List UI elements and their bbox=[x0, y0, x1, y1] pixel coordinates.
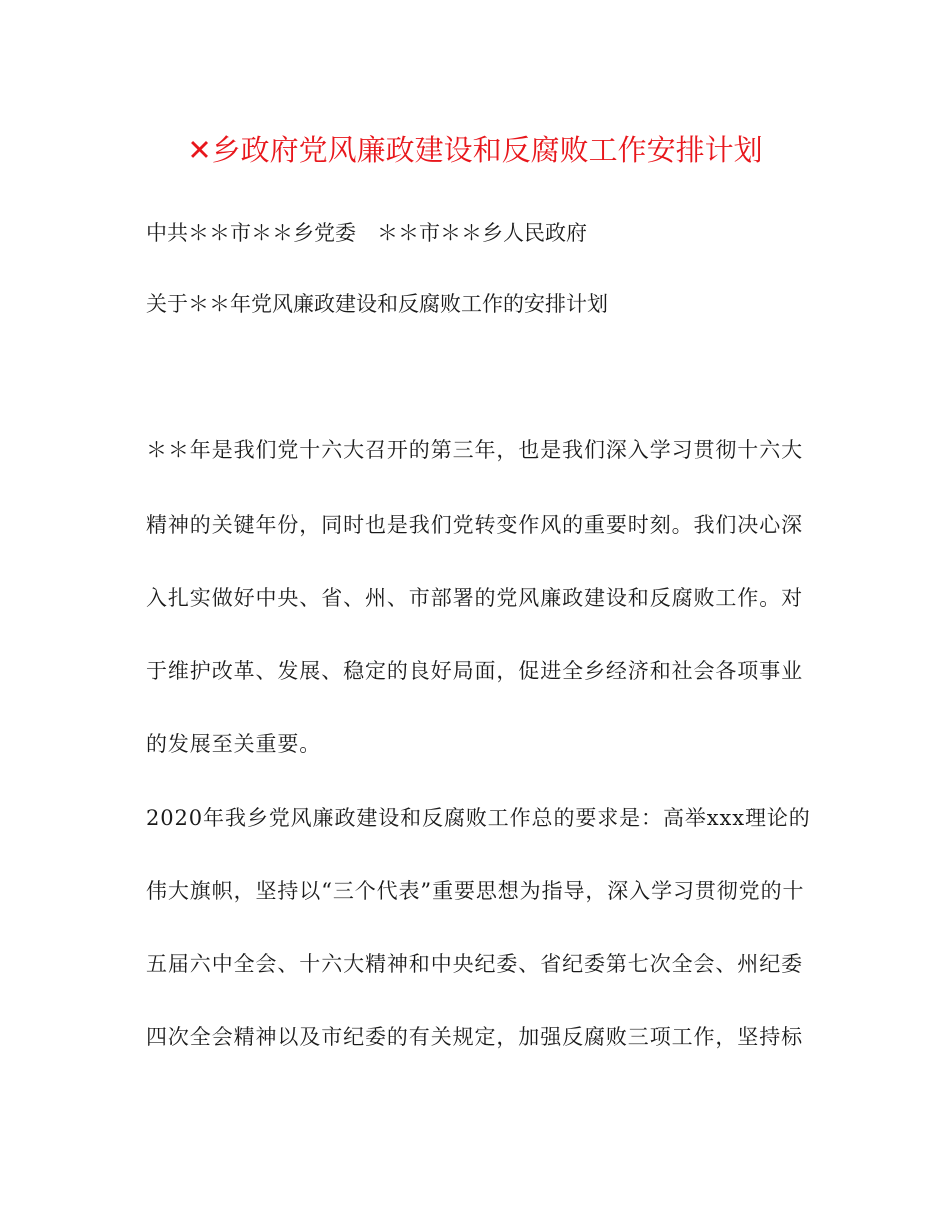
body-text-line: 四次全会精神以及市纪委的有关规定，加强反腐败三项工作，坚持标 bbox=[146, 1025, 803, 1049]
body-text-line: 于维护改革、发展、稳定的良好局面，促进全乡经济和社会各项事业 bbox=[146, 659, 803, 683]
body-text-line: 伟大旗帜，坚持以“三个代表”重要思想为指导，深入学习贯彻党的十 bbox=[146, 879, 805, 903]
document-title: ✕乡政府党风廉政建设和反腐败工作安排计划 bbox=[187, 133, 763, 167]
body-text-line: 五届六中全会、十六大精神和中央纪委、省纪委第七次全会、州纪委 bbox=[146, 952, 803, 976]
body-text-line: 精神的关键年份，同时也是我们党转变作风的重要时刻。我们决心深 bbox=[146, 513, 803, 537]
body-text-line: 入扎实做好中央、省、州、市部署的党风廉政建设和反腐败工作。对 bbox=[146, 586, 803, 610]
body-text-line: ＊＊年是我们党十六大召开的第三年，也是我们深入学习贯彻十六大 bbox=[146, 438, 803, 462]
body-text-line: 2020年我乡党风廉政建设和反腐败工作总的要求是：高举xxx理论的 bbox=[146, 806, 811, 830]
subject-line: 关于＊＊年党风廉政建设和反腐败工作的安排计划 bbox=[146, 292, 608, 316]
body-text-line: 的发展至关重要。 bbox=[146, 732, 322, 756]
issuer-line: 中共＊＊市＊＊乡党委 ＊＊市＊＊乡人民政府 bbox=[146, 221, 587, 245]
